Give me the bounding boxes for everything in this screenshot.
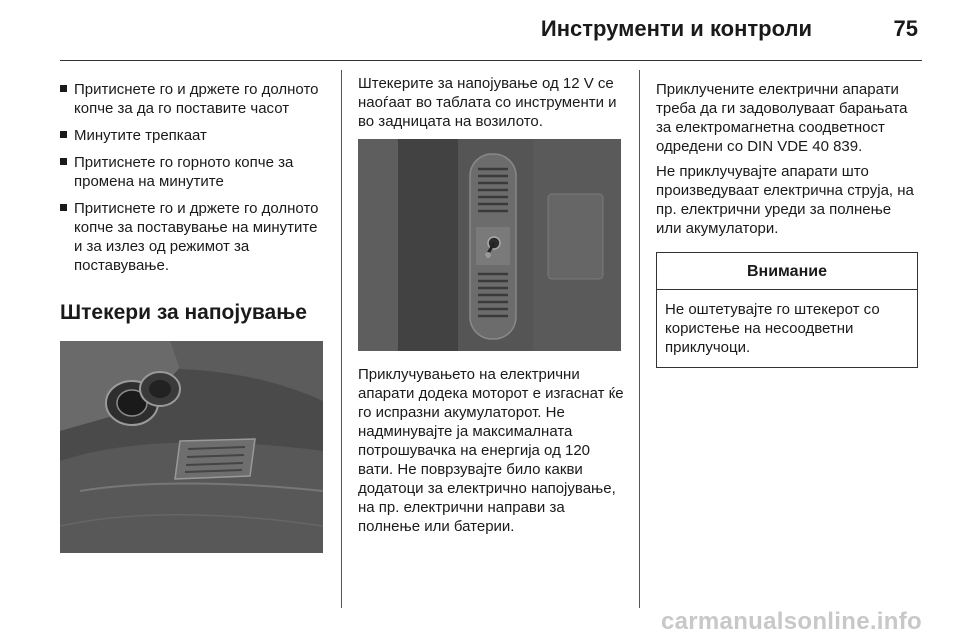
warning-box <box>656 252 918 368</box>
bullet-icon <box>60 85 67 92</box>
watermark: carmanualsonline.info <box>660 608 922 635</box>
page-header <box>60 0 922 61</box>
column-3 <box>656 80 918 368</box>
bullet-icon <box>60 158 67 165</box>
intro-paragraph: Штекерите за напојување од 12 V се наоѓаат во таблата со инструменти и во задницата на возилото. <box>358 75 617 130</box>
column-1 <box>60 80 328 553</box>
rear-socket-illustration <box>358 139 621 351</box>
list-item: Минутите трепкаат <box>60 126 328 145</box>
list-item: Притиснете го горното копче за промена на минутите <box>60 153 328 191</box>
paragraph-1: Приклучените електрични апарати треба да ги задоволуваат барањата за електромагнетна соодветност одредени со DIN VDE 40 839. <box>656 81 908 155</box>
list-item: Притиснете го и држете го долното копче за да го поставите часот <box>60 80 328 118</box>
paragraph-2: Не приклучувајте апарати што произведуваат електрична струја, на пр. електрични уреди за полнење или акумулатори. <box>656 163 914 237</box>
dashboard-socket-illustration <box>60 341 323 553</box>
bullet-icon <box>60 204 67 211</box>
warning-text: Не оштетувајте го штекерот со користење на несоодветни приклучоци. <box>665 301 880 356</box>
list-item: Притиснете го и држете го долното копче за поставување на минутите и за излез од режимот за поставување. <box>60 199 328 275</box>
column-divider-2 <box>639 70 640 608</box>
body-paragraph: Приклучувањето на електрични апарати додека моторот е изгаснат ќе го испразни акумулаторот. Не надминувајте ја максималната потрошувачка на енергија од 120 вати. Не поврзувајте било какви додатоци за електрично напојување, на пр. електрични направи за полнење или батерии. <box>358 366 624 535</box>
instruction-list <box>60 80 328 275</box>
warning-title: Внимание <box>657 253 917 290</box>
column-2 <box>358 74 626 542</box>
section-title: Штекери за напојување <box>60 301 307 324</box>
bullet-icon <box>60 131 67 138</box>
page-title: Инструменти и контроли <box>540 16 812 41</box>
column-divider-1 <box>341 70 342 608</box>
page-number: 75 <box>893 16 918 41</box>
